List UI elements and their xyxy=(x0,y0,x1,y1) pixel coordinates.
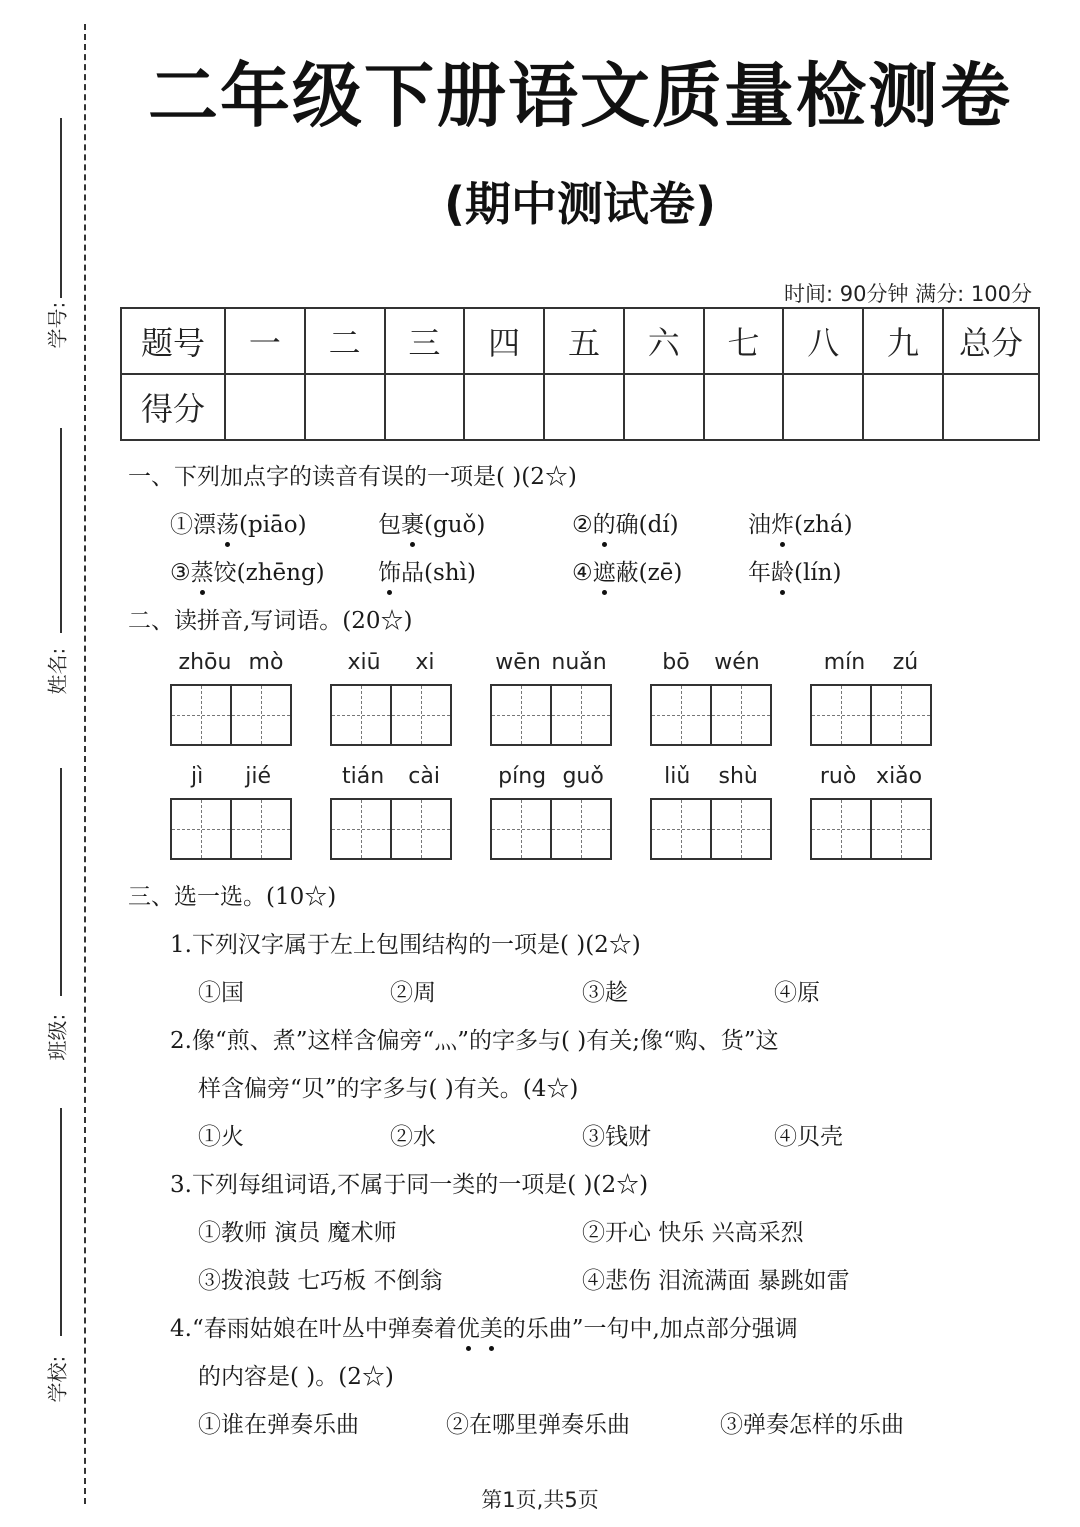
score-entry-cell[interactable] xyxy=(225,374,305,440)
dotted-char: 饰 xyxy=(378,554,401,587)
writing-grid[interactable] xyxy=(170,684,292,746)
writing-cell[interactable] xyxy=(550,800,610,858)
pinyin-syllable: guǒ xyxy=(562,764,604,789)
pinyin-syllable: xiǎo xyxy=(876,764,923,789)
writing-grid[interactable] xyxy=(330,798,452,860)
q3-3-text: 3.下列每组词语,不属于同一类的一项是( )(2☆) xyxy=(170,1172,649,1198)
writing-cell[interactable] xyxy=(492,686,550,744)
q3-1-text: 1.下列汉字属于左上包围结构的一项是( )(2☆) xyxy=(170,932,641,958)
writing-cell[interactable] xyxy=(390,800,450,858)
q3-4-option: ②在哪里弹奏乐曲 xyxy=(446,1412,630,1438)
page-title: 二年级下册语文质量检测卷 xyxy=(148,55,1012,137)
writing-grid[interactable] xyxy=(170,798,292,860)
q3-4-line2: 的内容是( )。(2☆) xyxy=(198,1364,394,1390)
school-line xyxy=(60,1108,62,1336)
q1-option-post: 确(dí) xyxy=(615,512,679,538)
score-table xyxy=(120,307,1040,441)
student-no-field[interactable] xyxy=(36,118,76,378)
writing-cell[interactable] xyxy=(332,686,390,744)
q3-1-option: ③趁 xyxy=(582,980,628,1006)
writing-grid[interactable] xyxy=(490,798,612,860)
score-entry-cell[interactable] xyxy=(385,374,465,440)
pinyin-syllable: jié xyxy=(245,764,271,789)
score-table-header-row xyxy=(121,308,1039,374)
dotted-char: 遮 xyxy=(593,554,616,587)
writing-cell[interactable] xyxy=(492,800,550,858)
dotted-char: 蒸 xyxy=(191,554,214,587)
score-entry-cell[interactable] xyxy=(464,374,544,440)
binding-dashed-line xyxy=(84,24,86,1504)
writing-cell[interactable] xyxy=(710,686,770,744)
q1-option xyxy=(572,506,679,539)
score-entry-cell[interactable] xyxy=(863,374,943,440)
writing-grid[interactable] xyxy=(490,684,612,746)
q3-4-option: ①谁在弹奏乐曲 xyxy=(198,1412,359,1438)
q3-4-option: ③弹奏怎样的乐曲 xyxy=(720,1412,904,1438)
dotted-char: 的 xyxy=(593,506,616,539)
q1-option-post: 蔽(zē) xyxy=(615,560,683,586)
writing-cell[interactable] xyxy=(652,800,710,858)
pinyin-syllable: zú xyxy=(892,650,919,675)
pinyin-syllable: liǔ xyxy=(664,764,691,789)
writing-cell[interactable] xyxy=(230,800,290,858)
score-header-cell: 五 xyxy=(544,308,624,374)
writing-grid[interactable] xyxy=(330,684,452,746)
q1-option-post: (piāo) xyxy=(239,512,307,538)
q2-heading: 二、读拼音,写词语。(20☆) xyxy=(128,608,413,634)
q3-2-line1: 2.像“煎、煮”这样含偏旁“灬”的字多与( )有关;像“购、货”这 xyxy=(170,1028,779,1054)
q1-option-post: 品(shì) xyxy=(401,560,476,586)
writing-cell[interactable] xyxy=(812,686,870,744)
q3-3-option: ①教师 演员 魔术师 xyxy=(198,1220,397,1246)
student-no-label: 学号: xyxy=(45,301,70,349)
q3-heading: 三、选一选。(10☆) xyxy=(128,884,337,910)
q3-3-option: ②开心 快乐 兴高采烈 xyxy=(582,1220,804,1246)
q1-option xyxy=(572,554,682,587)
page-subtitle: (期中测试卷) xyxy=(443,177,717,231)
q3-2-option: ②水 xyxy=(390,1124,436,1150)
pinyin-syllable: xi xyxy=(415,650,435,675)
pinyin-syllable: mò xyxy=(248,650,284,675)
pinyin-syllable: píng xyxy=(498,764,547,789)
school-label: 学校: xyxy=(45,1355,70,1403)
q1-option-pre: ③ xyxy=(170,560,191,586)
writing-cell[interactable] xyxy=(870,686,930,744)
q1-option xyxy=(748,554,841,587)
score-header-cell: 四 xyxy=(464,308,544,374)
q1-option-pre: ④ xyxy=(572,560,593,586)
pinyin-syllable: zhōu xyxy=(178,650,232,675)
writing-cell[interactable] xyxy=(652,686,710,744)
pinyin-syllable: wén xyxy=(714,650,760,675)
name-label: 姓名: xyxy=(45,647,70,695)
score-header-cell: 六 xyxy=(624,308,704,374)
pinyin-syllable: jì xyxy=(191,764,204,789)
q1-option xyxy=(748,506,853,539)
q3-4-line1 xyxy=(170,1310,798,1343)
score-header-cell: 一 xyxy=(225,308,305,374)
writing-cell[interactable] xyxy=(172,686,230,744)
score-entry-cell[interactable] xyxy=(544,374,624,440)
q3-2-option: ①火 xyxy=(198,1124,244,1150)
class-label: 班级: xyxy=(45,1013,70,1061)
writing-grid[interactable] xyxy=(650,798,772,860)
writing-cell[interactable] xyxy=(230,686,290,744)
score-header-cell: 七 xyxy=(704,308,784,374)
writing-grid[interactable] xyxy=(810,684,932,746)
q1-option xyxy=(170,506,307,539)
score-table-score-row xyxy=(121,374,1039,440)
q1-option-pre: ② xyxy=(572,512,593,538)
q1-option-pre: 包 xyxy=(378,512,401,538)
name-field[interactable] xyxy=(36,428,76,708)
q3-2-line2: 样含偏旁“贝”的字多与( )有关。(4☆) xyxy=(198,1076,579,1102)
page-number: 第1页,共5页 xyxy=(481,1488,599,1512)
pinyin-syllable: nuǎn xyxy=(551,650,607,675)
q1-option xyxy=(378,506,485,539)
class-field[interactable] xyxy=(36,768,76,1061)
writing-grid[interactable] xyxy=(810,798,932,860)
pinyin-syllable: ruò xyxy=(819,764,857,789)
q3-1-option: ④原 xyxy=(774,980,820,1006)
writing-cell[interactable] xyxy=(390,686,450,744)
name-line xyxy=(60,428,62,633)
dotted-char: 优 xyxy=(457,1310,480,1343)
score-entry-cell[interactable] xyxy=(305,374,385,440)
q3-4-pre: 4.“春雨姑娘在叶丛中弹奏着 xyxy=(170,1316,457,1342)
score-entry-cell[interactable] xyxy=(704,374,784,440)
q1-option xyxy=(378,554,476,587)
score-header-cell: 八 xyxy=(783,308,863,374)
score-header-cell: 题号 xyxy=(121,308,225,374)
q1-option-post: (guǒ) xyxy=(424,512,486,538)
q1-option-post: (zhá) xyxy=(794,512,853,538)
pinyin-syllable: bō xyxy=(662,650,690,675)
q3-1-option: ①国 xyxy=(198,980,244,1006)
pinyin-syllable: cài xyxy=(408,764,440,789)
q3-1-option: ②周 xyxy=(390,980,436,1006)
dotted-char: 龄 xyxy=(771,554,794,587)
q1-heading: 一、下列加点字的读音有误的一项是( )(2☆) xyxy=(128,464,577,490)
q1-option-post: 饺(zhēng) xyxy=(213,560,325,586)
q3-2-option: ③钱财 xyxy=(582,1124,651,1150)
q1-option xyxy=(170,554,325,587)
writing-cell[interactable] xyxy=(172,800,230,858)
pinyin-syllable: shù xyxy=(718,764,758,789)
writing-grid[interactable] xyxy=(650,684,772,746)
student-no-line xyxy=(60,118,62,298)
score-header-cell: 二 xyxy=(305,308,385,374)
score-row-label: 得分 xyxy=(121,374,225,440)
dotted-char: 炸 xyxy=(771,506,794,539)
pinyin-syllable: xiū xyxy=(347,650,381,675)
writing-cell[interactable] xyxy=(870,800,930,858)
q3-3-option: ④悲伤 泪流满面 暴跳如雷 xyxy=(582,1268,850,1294)
pinyin-syllable: tián xyxy=(342,764,385,789)
score-entry-cell[interactable] xyxy=(943,374,1039,440)
school-field[interactable] xyxy=(36,1108,76,1408)
dotted-char: 荡 xyxy=(216,506,239,539)
q3-2-option: ④贝壳 xyxy=(774,1124,843,1150)
q1-option-pre: ①漂 xyxy=(170,512,216,538)
dotted-char: 裹 xyxy=(401,506,424,539)
q1-option-pre: 年 xyxy=(748,560,771,586)
writing-cell[interactable] xyxy=(332,800,390,858)
class-line xyxy=(60,768,62,996)
writing-cell[interactable] xyxy=(710,800,770,858)
q1-option-post: (lín) xyxy=(794,560,842,586)
score-header-cell: 总分 xyxy=(943,308,1039,374)
pinyin-syllable: mín xyxy=(823,650,866,675)
q3-3-option: ③拨浪鼓 七巧板 不倒翁 xyxy=(198,1268,443,1294)
score-header-cell: 三 xyxy=(385,308,465,374)
writing-cell[interactable] xyxy=(812,800,870,858)
exam-meta: 时间: 90分钟 满分: 100分 xyxy=(784,282,1032,306)
q1-option-pre: 油 xyxy=(748,512,771,538)
score-entry-cell[interactable] xyxy=(624,374,704,440)
score-header-cell: 九 xyxy=(863,308,943,374)
dotted-char: 美 xyxy=(480,1310,503,1343)
writing-cell[interactable] xyxy=(550,686,610,744)
score-entry-cell[interactable] xyxy=(783,374,863,440)
pinyin-syllable: wēn xyxy=(495,650,541,675)
q3-4-post: 的乐曲”一句中,加点部分强调 xyxy=(502,1316,798,1342)
